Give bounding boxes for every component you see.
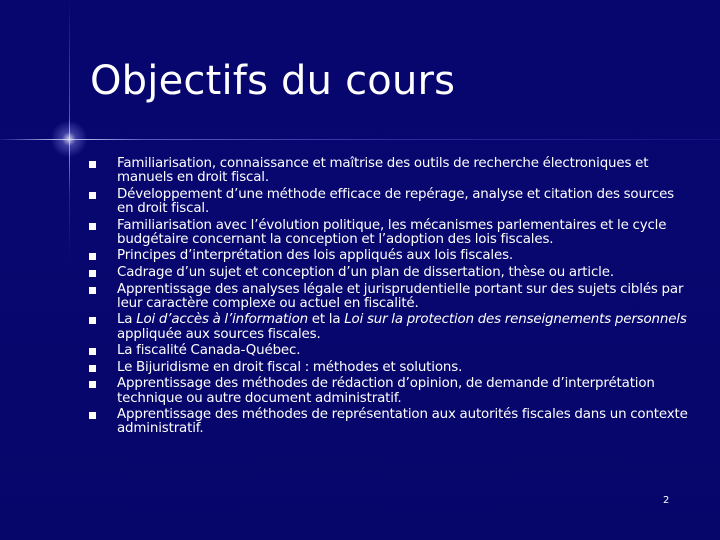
square-bullet-icon — [89, 365, 96, 372]
list-item — [89, 219, 689, 247]
list-item — [89, 408, 689, 436]
list-item-text: Développement d’une méthode efficace de repérage, analyse et citation des sources en droit fiscal. — [117, 186, 674, 216]
list-item — [89, 249, 689, 263]
list-item-text: Principes d’interprétation des lois appliqués aux lois fiscales. — [117, 248, 514, 264]
list-item — [89, 377, 689, 405]
list-item-text-segment: et la — [307, 312, 345, 328]
list-item-text: La fiscalité Canada-Québec. — [117, 343, 301, 359]
square-bullet-icon — [89, 412, 96, 419]
decorative-horizontal-line — [0, 139, 720, 140]
page-number: 2 — [663, 495, 670, 506]
square-bullet-icon — [89, 223, 96, 230]
list-item — [89, 313, 689, 341]
list-item — [89, 157, 689, 185]
square-bullet-icon — [89, 348, 96, 355]
list-item — [89, 188, 689, 216]
slide-title: Objectifs du cours — [90, 58, 456, 104]
square-bullet-icon — [89, 192, 96, 199]
square-bullet-icon — [89, 381, 96, 388]
list-item-text: Apprentissage des analyses légale et jurisprudentielle portant sur des sujets ciblés par leur caractère complexe ou actuel en fiscalité. — [117, 281, 684, 311]
square-bullet-icon — [89, 161, 96, 168]
list-item-text: Apprentissage des méthodes de représentation aux autorités fiscales dans un contexte administratif. — [117, 407, 688, 437]
list-item-text-segment: La — [117, 312, 137, 328]
law-title-personal-information: Loi sur la protection des renseignements personnels — [344, 312, 687, 328]
list-item-text: Le Bijuridisme en droit fiscal : méthodes et solutions. — [117, 359, 463, 375]
list-item-text: Cadrage d’un sujet et conception d’un plan de dissertation, thèse ou article. — [117, 264, 614, 280]
list-item — [89, 344, 689, 358]
list-item-text: Familiarisation avec l’évolution politique, les mécanismes parlementaires et le cycle budgétaire concernant la conception et l’adoption des lois fiscales. — [117, 217, 667, 247]
list-item-text-segment: appliquée aux sources fiscales. — [117, 326, 321, 342]
square-bullet-icon — [89, 253, 96, 260]
list-item — [89, 266, 689, 280]
square-bullet-icon — [89, 287, 96, 294]
list-item — [89, 283, 689, 311]
list-item — [89, 361, 689, 375]
square-bullet-icon — [89, 317, 96, 324]
bullet-list — [89, 157, 689, 439]
list-item-text: Familiarisation, connaissance et maîtrise des outils de recherche électroniques et manuels en droit fiscal. — [117, 156, 649, 186]
decorative-star-glow — [49, 119, 89, 159]
list-item-text: Apprentissage des méthodes de rédaction d’opinion, de demande d’interprétation technique ou autre document administratif. — [117, 376, 655, 406]
square-bullet-icon — [89, 270, 96, 277]
law-title-access-information: Loi d’accès à l’information — [136, 312, 308, 328]
